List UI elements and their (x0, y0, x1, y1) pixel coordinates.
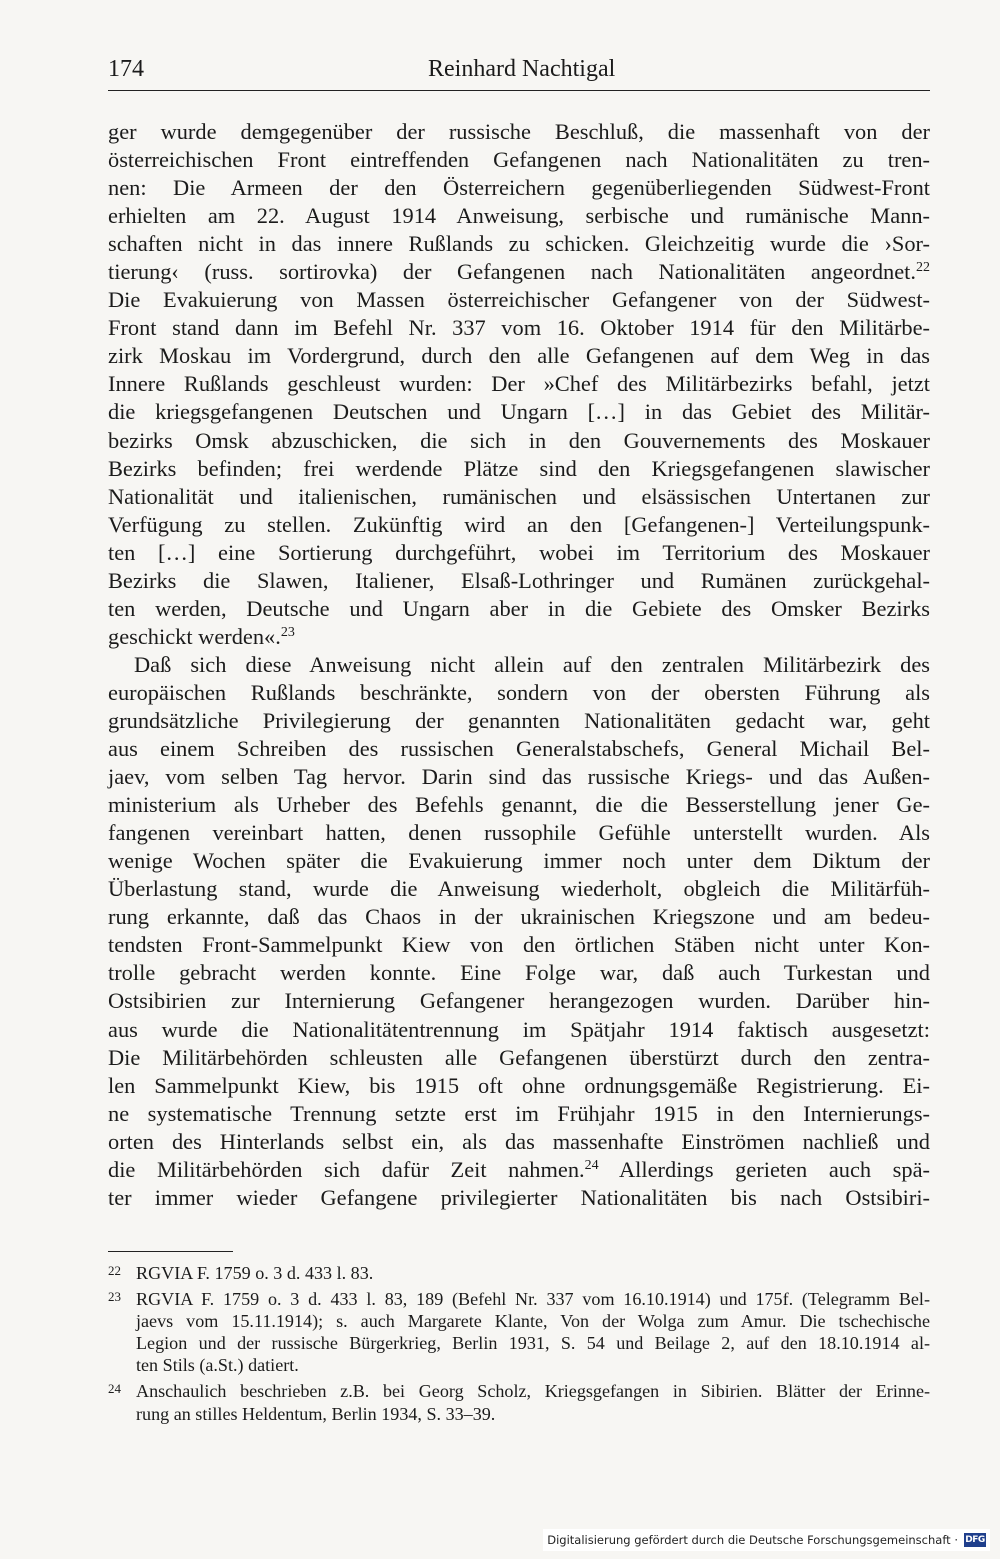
text-line: ten werden, Deutsche und Ungarn aber in die Gebiete des Omsker Bezirks (108, 595, 930, 621)
text-line: aus einem Schreiben des russischen Generalstabschefs, General Michail Bel- (108, 736, 930, 762)
footnote-ref-24[interactable]: 24 (584, 1157, 599, 1173)
dfg-logo-icon: DFG (965, 1535, 985, 1545)
text-line: Die Evakuierung von Massen österreichischer Gefangener von der Südwest- (108, 287, 930, 313)
text-line: Front stand dann im Befehl Nr. 337 vom 16. Oktober 1914 für den Militärbe- (108, 315, 930, 341)
footnote-line: RGVIA F. 1759 o. 3 d. 433 l. 83. (136, 1263, 374, 1283)
footnote-22 (108, 1262, 930, 1284)
text-line: ministerium als Urheber des Befehls genannt, die die Besserstellung jener Ge- (108, 792, 930, 818)
footnote-23 (108, 1288, 930, 1376)
text-line: Bezirks die Slawen, Italiener, Elsaß-Lothringer und Rumänen zurückgehal- (108, 567, 930, 593)
text-line: schaften nicht in das innere Rußlands zu schicken. Gleichzeitig wurde die ›Sor- (108, 231, 930, 257)
footnote-line: Legion und der russische Bürgerkrieg, Berlin 1931, S. 54 und Beilage 2, auf den 18.10.1914 al- (136, 1333, 930, 1354)
text-line: österreichischen Front eintreffenden Gefangenen nach Nationalitäten zu tren- (108, 147, 930, 173)
text-line: nen: Die Armeen der den Österreichern gegenüberliegenden Südwest-Front (108, 175, 930, 201)
funding-banner (543, 1529, 990, 1551)
text-line: aus wurde die Nationalitätentrennung im Spätjahr 1914 faktisch ausgesetzt: (108, 1016, 930, 1042)
text-line: geschickt werden«.$^{23}$ (108, 623, 295, 649)
text-line: Daß sich diese Anweisung nicht allein auf den zentralen Militärbezirk des (134, 651, 930, 677)
footnote-ref-23[interactable]: 23 (280, 624, 295, 640)
footnote-divider (108, 1251, 233, 1252)
text-line: tendsten Front-Sammelpunkt Kiew von den örtlichen Stäben nicht unter Kon- (108, 932, 930, 958)
footnote-mark: 23 (108, 1289, 121, 1305)
text-line: ger wurde demgegenüber der russische Beschluß, die massenhaft von der (108, 119, 930, 144)
text-line: zirk Moskau im Vordergrund, durch den alle Gefangenen auf dem Weg in das (108, 343, 930, 369)
footnote-mark: 24 (108, 1381, 121, 1397)
text-line: wenige Wochen später die Evakuierung immer noch unter dem Diktum der (108, 848, 930, 874)
footnote-line: rung an stilles Heldentum, Berlin 1934, S. 33–39. (136, 1403, 496, 1424)
text-line: orten des Hinterlands selbst ein, als das massenhafte Einströmen nachließ und (108, 1128, 930, 1154)
text-line: bezirks Omsk abzuschicken, die sich in den Gouvernements des Moskauer (108, 427, 930, 453)
text-line: Die Militärbehörden schleusten alle Gefangenen überstürzt durch den zentra- (108, 1044, 930, 1070)
text-line: grundsätzliche Privilegierung der genannten Nationalitäten gedacht war, geht (108, 707, 930, 733)
footnote-line: Anschaulich beschrieben z.B. bei Georg Scholz, Kriegsgefangen in Sibirien. Blätter der Erinne- (136, 1381, 930, 1402)
running-head: Reinhard Nachtigal (428, 56, 616, 82)
text-line: ten […] eine Sortierung durchgeführt, wobei im Territorium des Moskauer (108, 539, 930, 565)
footnotes (108, 1262, 930, 1429)
text-line: trolle gebracht werden konnte. Eine Folge war, daß auch Turkestan und (108, 960, 930, 986)
footnote-mark: 22 (108, 1263, 121, 1278)
text-line: rung erkannte, daß das Chaos in der ukrainischen Kriegszone und am bedeu- (108, 904, 930, 930)
funding-banner-text: Digitalisierung gefördert durch die Deutsche Forschungsgemeinschaft · (547, 1533, 958, 1547)
text-line: Nationalität und italienischen, rumänischen und elsässischen Untertanen zur (108, 483, 930, 509)
text-line: Innere Rußlands geschleust wurden: Der »Chef des Militärbezirks befahl, jetzt (108, 371, 930, 397)
footnote-line: RGVIA F. 1759 o. 3 d. 433 l. 83, 189 (Befehl Nr. 337 vom 16.10.1914) und 175f. (Telegramm Bel- (136, 1289, 930, 1310)
footnote-ref-22[interactable]: 22 (916, 260, 930, 276)
text-line: len Sammelpunkt Kiew, bis 1915 oft ohne ordnungsgemäße Registrierung. Ei- (108, 1072, 930, 1098)
text-line: Verfügung zu stellen. Zukünftig wird an den [Gefangenen-] Verteilungspunk- (108, 511, 930, 537)
text-line: Überlastung stand, wurde die Anweisung wiederholt, obgleich die Militärfüh- (108, 876, 930, 902)
body-text (108, 118, 930, 1212)
text-line: fangenen vereinbart hatten, denen russophile Gefühle unterstellt wurden. Als (108, 820, 930, 846)
text-line: die kriegsgefangenen Deutschen und Ungarn […] in das Gebiet des Militär- (108, 399, 930, 425)
text-line: Bezirks befinden; frei werdende Plätze sind den Kriegsgefangenen slawischer (108, 455, 930, 481)
text-line: jaev, vom selben Tag hervor. Darin sind das russische Kriegs- und das Außen- (108, 764, 930, 790)
footnote-24 (108, 1380, 930, 1424)
text-line: europäischen Rußlands beschränkte, sondern von der obersten Führung als (108, 679, 930, 705)
text-line: ne systematische Trennung setzte erst im Frühjahr 1915 in den Internierungs- (108, 1100, 930, 1126)
footnote-line: jaevs vom 15.11.1914); s. auch Margarete Klante, Von der Wolga zum Amur. Die tschechische (136, 1311, 930, 1332)
text-line: tierung‹ (russ. sortirovka) der Gefangenen nach Nationalitäten angeordnet.$^{22}$ (108, 259, 930, 285)
text-line: erhielten am 22. August 1914 Anweisung, serbische und rumänische Mann- (108, 203, 930, 229)
page-number: 174 (108, 56, 144, 82)
page-header (108, 56, 930, 91)
footnote-line: ten Stils (a.St.) datiert. (136, 1355, 299, 1376)
text-line: die Militärbehörden sich dafür Zeit nahmen.$^{24}$ Allerdings gerieten auch spä- (108, 1156, 930, 1182)
text-line: ter immer wieder Gefangene privilegierter Nationalitäten bis nach Ostsibiri- (108, 1184, 930, 1210)
text-line: Ostsibirien zur Internierung Gefangener herangezogen wurden. Darüber hin- (108, 988, 930, 1014)
